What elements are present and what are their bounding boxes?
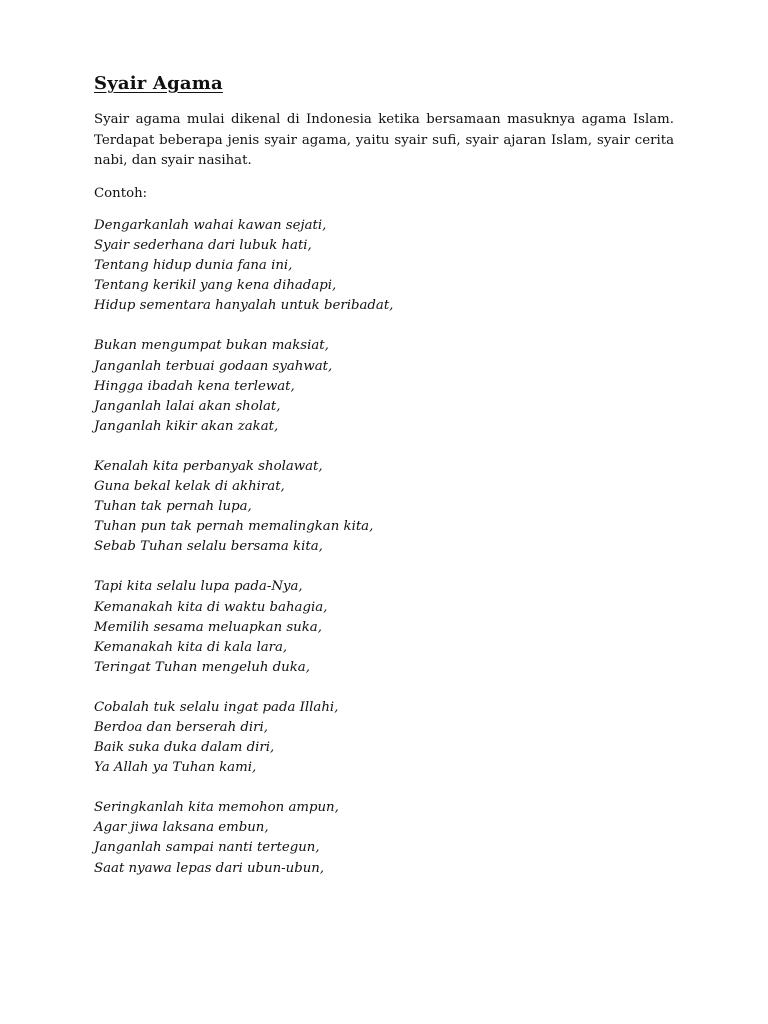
poem-line: Tentang hidup dunia fana ini, bbox=[94, 258, 293, 274]
poem-stanza bbox=[94, 216, 674, 316]
poem-line: Janganlah sampai nanti tertegun, bbox=[94, 840, 320, 856]
poem-stanza bbox=[94, 698, 674, 778]
poem-stanza bbox=[94, 336, 674, 436]
poem-line: Bukan mengumpat bukan maksiat, bbox=[94, 338, 329, 354]
poem-stanza bbox=[94, 457, 674, 557]
poem-line: Teringat Tuhan mengeluh duka, bbox=[94, 659, 310, 675]
poem-line: Janganlah kikir akan zakat, bbox=[94, 418, 279, 434]
poem-line: Guna bekal kelak di akhirat, bbox=[94, 479, 285, 495]
poem-line: Sebab Tuhan selalu bersama kita, bbox=[94, 539, 323, 555]
poem-stanza bbox=[94, 798, 674, 878]
poem-line: Kemanakah kita di waktu bahagia, bbox=[94, 599, 328, 615]
poem-line: Baik suka duka dalam diri, bbox=[94, 740, 275, 756]
poem-line: Hingga ibadah kena terlewat, bbox=[94, 378, 295, 394]
intro-paragraph: Syair agama mulai dikenal di Indonesia ketika bersamaan masuknya agama Islam. Terdapat beberapa jenis syair agama, yaitu syair sufi, syair ajaran Islam, syair cerita nabi, dan syair nasihat. bbox=[94, 112, 674, 168]
poem-line: Janganlah terbuai godaan syahwat, bbox=[94, 358, 333, 374]
poem-line: Ya Allah ya Tuhan kami, bbox=[94, 760, 257, 776]
poem-line: Tuhan tak pernah lupa, bbox=[94, 499, 252, 515]
poem-line: Kemanakah kita di kala lara, bbox=[94, 639, 288, 655]
poem-line: Hidup sementara hanyalah untuk beribadat, bbox=[94, 298, 394, 314]
poem-line: Janganlah lalai akan sholat, bbox=[94, 398, 281, 414]
poem-line: Kenalah kita perbanyak sholawat, bbox=[94, 458, 323, 474]
example-label: Contoh: bbox=[94, 185, 148, 201]
poem-line: Dengarkanlah wahai kawan sejati, bbox=[94, 218, 327, 233]
poem-line: Saat nyawa lepas dari ubun-ubun, bbox=[94, 860, 325, 876]
poem-line: Tuhan pun tak pernah memalingkan kita, bbox=[94, 519, 374, 535]
poem-line: Tapi kita selalu lupa pada-Nya, bbox=[94, 579, 303, 595]
page-title: Syair Agama bbox=[94, 73, 223, 94]
poem-line: Tentang kerikil yang kena dihadapi, bbox=[94, 278, 337, 294]
poem-line: Syair sederhana dari lubuk hati, bbox=[94, 238, 312, 254]
poem-line: Berdoa dan berserah diri, bbox=[94, 719, 269, 735]
poem-line: Memilih sesama meluapkan suka, bbox=[94, 619, 322, 635]
poem-line: Agar jiwa laksana embun, bbox=[94, 820, 269, 836]
poem-line: Seringkanlah kita memohon ampun, bbox=[94, 800, 339, 816]
poem bbox=[94, 216, 674, 879]
document-page bbox=[94, 72, 674, 899]
poem-stanza bbox=[94, 577, 674, 677]
poem-line: Cobalah tuk selalu ingat pada Illahi, bbox=[94, 699, 339, 715]
